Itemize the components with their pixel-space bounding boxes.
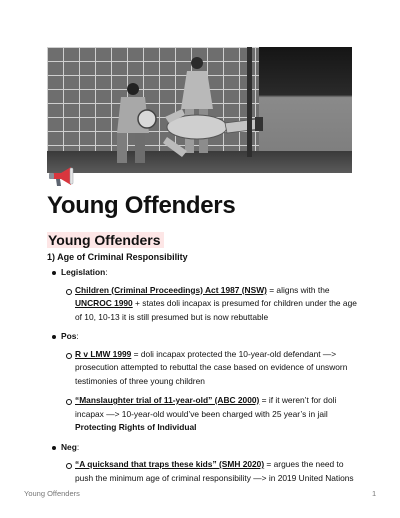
label-legislation-colon: :: [105, 267, 108, 277]
notes-content: [47, 266, 357, 491]
citation-uncroc: UNCROC 1990: [75, 298, 133, 308]
item-text: = argues the need to push the minimum age of criminal responsibility —> in 2019 United Nations: [75, 459, 354, 483]
notes-outline: [47, 266, 357, 485]
citation-quicksand-smh: “A quicksand that traps these kids” (SMH 2020): [75, 459, 265, 469]
list-item: [61, 284, 357, 325]
label-pos-colon: :: [76, 331, 79, 341]
pos-sublist: [61, 348, 357, 435]
label-neg-colon: :: [76, 441, 80, 452]
citation-children-proceedings-act: Children (Criminal Proceedings) Act 1987 (NSW): [75, 284, 267, 295]
cover-image-figures: [47, 47, 352, 173]
list-item: [61, 458, 357, 485]
item-text: = doli incapax protected the 10-year-old defendant —> prosecution attempted to rebuttal the case based on evidence of unsworn testimonies of three young children: [75, 348, 348, 386]
label-pos: Pos: [61, 331, 77, 341]
item-text: + states doli incapax is presumed for children under the age of 10, 10-13 it is still presumed but is now rebuttable: [75, 298, 357, 322]
item-text: = aligns with the: [266, 284, 330, 295]
footer-title: Young Offenders: [24, 489, 80, 498]
cover-image: [47, 47, 352, 173]
neg-sublist: [61, 458, 357, 485]
page-number: 1: [372, 489, 377, 498]
section-heading: Young Offenders: [47, 232, 164, 248]
list-item-neg: [47, 441, 357, 486]
list-item: [61, 348, 357, 389]
document-title: Young Offenders: [47, 192, 236, 219]
item-text: = if it weren’t for doli incapax —> 10-year-old would’ve been charged with 25 year’s in jail: [75, 395, 337, 419]
item-bold-tail: Protecting Rights of Individual: [75, 422, 197, 432]
list-item-pos: [47, 330, 357, 435]
megaphone-icon: [47, 165, 75, 189]
list-item-legislation: [47, 266, 357, 324]
citation-r-v-lmw: R v LMW 1999: [75, 348, 132, 359]
list-item: [61, 394, 357, 435]
label-neg: Neg: [61, 441, 77, 452]
subheading-age-of-criminal-responsibility: 1) Age of Criminal Responsibility: [47, 252, 188, 262]
label-legislation: Legislation: [61, 267, 106, 277]
citation-manslaughter-trial: “Manslaughter trial of 11-year-old” (ABC 2000): [75, 395, 260, 405]
legislation-sublist: [61, 284, 357, 325]
